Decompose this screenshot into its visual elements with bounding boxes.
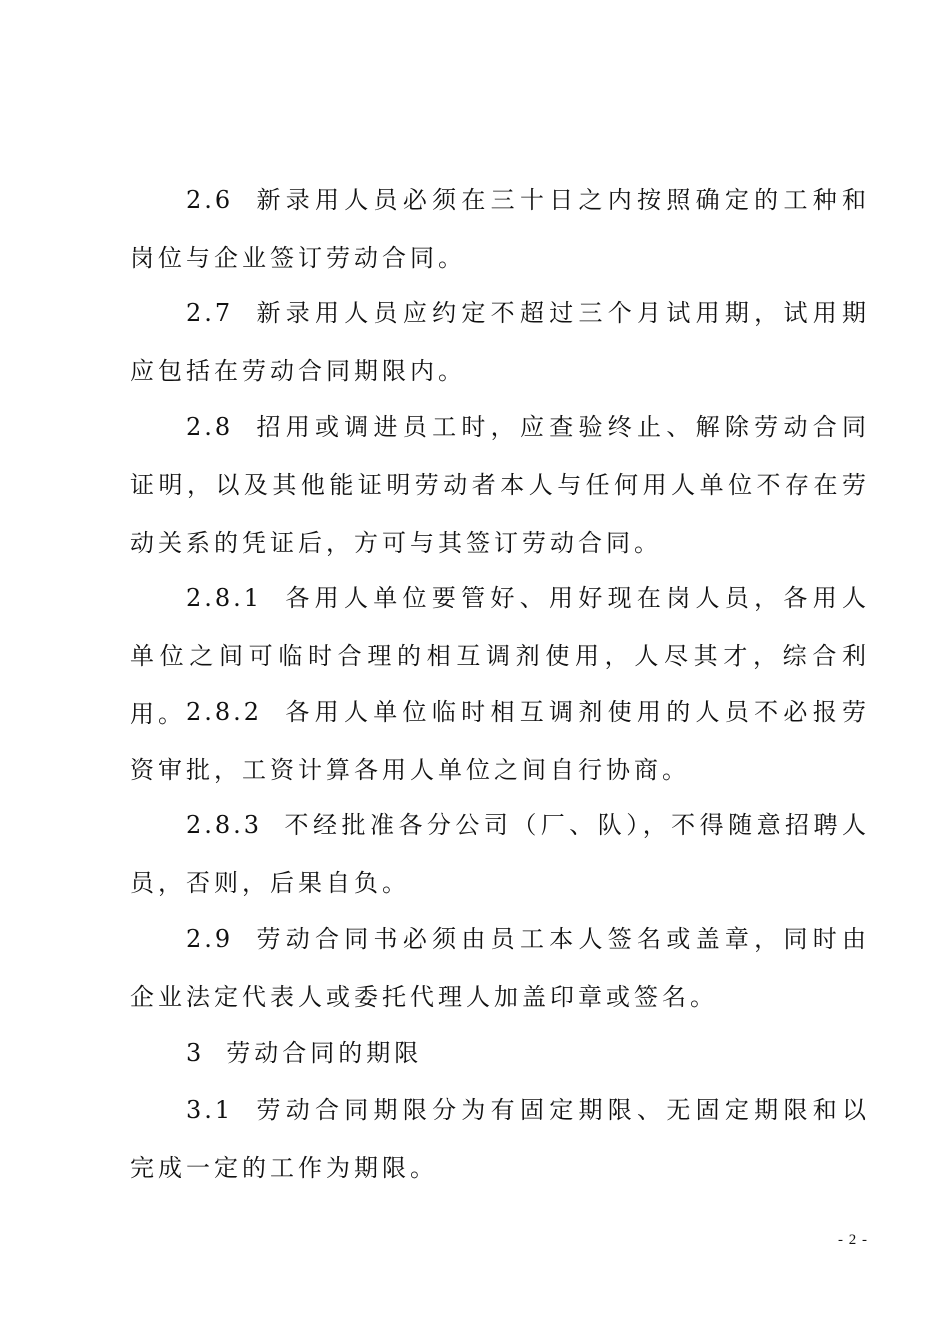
paragraph-text: 劳动合同期限分为有固定期限、无固定期限和以完成一定的工作为期限。 [130, 1096, 870, 1182]
paragraph-2-8-3 [130, 796, 870, 912]
paragraph-text: 各用人单位临时相互调剂使用的人员不必报劳资审批，工资计算各用人单位之间自行协商。 [130, 698, 870, 784]
paragraph-3-1 [130, 1081, 870, 1197]
paragraph-number: 3.1 [186, 1096, 234, 1124]
paragraph-text: 各用人单位要管好、用好现在岗人员，各用人单位之间可临时合理的相互调剂使用，人尽其才，综合利用。 [130, 584, 870, 728]
paragraph-2-8 [130, 398, 870, 572]
paragraph-number: 2.8 [186, 413, 234, 441]
paragraph-text: 劳动合同书必须由员工本人签名或盖章，同时由企业法定代表人或委托代理人加盖印章或签名。 [130, 925, 870, 1011]
paragraph-2-8-2 [130, 683, 870, 799]
section-title: 劳动合同的期限 [226, 1039, 423, 1067]
paragraph-2-9 [130, 910, 870, 1026]
paragraph-number: 2.8.1 [186, 584, 263, 612]
paragraph-number: 2.8.2 [186, 698, 263, 726]
paragraph-number: 2.6 [186, 186, 234, 214]
paragraph-number: 2.7 [186, 299, 234, 327]
paragraph-2-6 [130, 171, 870, 287]
paragraph-number: 2.8.3 [186, 811, 263, 839]
page-number: - 2 - [838, 1232, 868, 1248]
paragraph-text: 新录用人员必须在三十日之内按照确定的工种和岗位与企业签订劳动合同。 [130, 186, 870, 272]
section-number: 3 [186, 1039, 205, 1067]
paragraph-text: 招用或调进员工时，应查验终止、解除劳动合同证明，以及其他能证明劳动者本人与任何用人单位不存在劳动关系的凭证后，方可与其签订劳动合同。 [130, 413, 870, 557]
paragraph-text: 不经批准各分公司（厂、队），不得随意招聘人员，否则，后果自负。 [130, 811, 870, 897]
paragraph-text: 新录用人员应约定不超过三个月试用期，试用期应包括在劳动合同期限内。 [130, 299, 870, 385]
section-heading-3 [130, 1024, 870, 1082]
paragraph-2-7 [130, 284, 870, 400]
paragraph-number: 2.9 [186, 925, 234, 953]
